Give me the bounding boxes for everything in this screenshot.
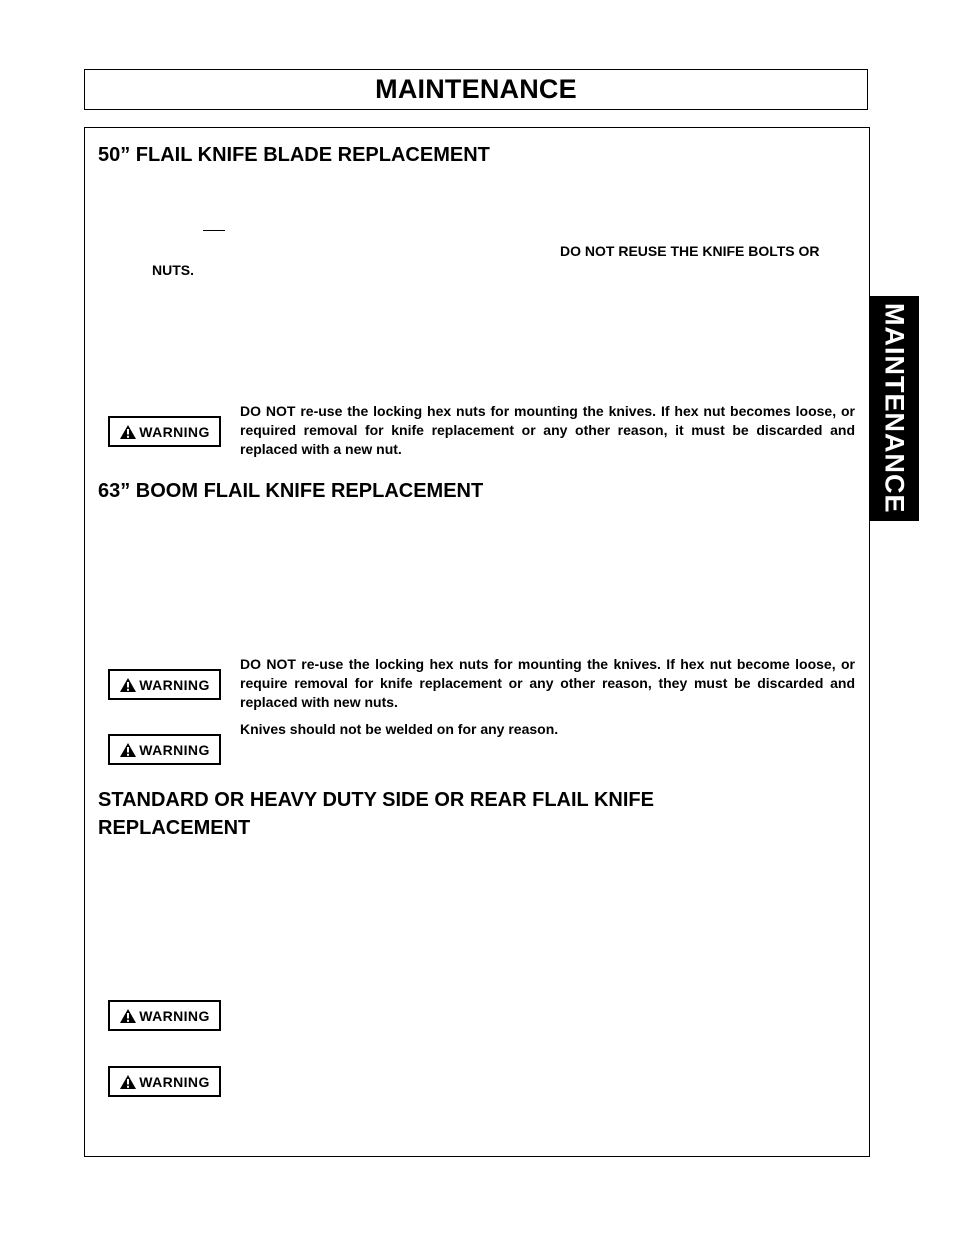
- header-box: [84, 69, 868, 110]
- warning-badge-label: WARNING: [139, 423, 210, 440]
- side-tab-label: MAINTENANCE: [879, 303, 910, 514]
- warning-triangle-icon: [119, 1074, 137, 1090]
- warning-badge: [108, 1000, 221, 1031]
- warning-badge: [108, 734, 221, 765]
- warning-triangle-icon: [119, 1008, 137, 1024]
- warning-triangle-icon: [119, 424, 137, 440]
- warning-badge-label: WARNING: [139, 1007, 210, 1024]
- warning-badge: [108, 1066, 221, 1097]
- section-heading-50-flail: 50” FLAIL KNIFE BLADE REPLACEMENT: [98, 144, 490, 166]
- underline-mark: [203, 230, 225, 231]
- warning-text: Knives should not be welded on for any reason.: [240, 721, 559, 737]
- bolt-reuse-note-continued: NUTS.: [152, 262, 194, 278]
- warning-badge-label: WARNING: [139, 741, 210, 758]
- warning-triangle-icon: [119, 742, 137, 758]
- section-heading-63-boom: 63” BOOM FLAIL KNIFE REPLACEMENT: [98, 480, 484, 502]
- warning-badge: [108, 416, 221, 447]
- section-heading-standard-flail: STANDARD OR HEAVY DUTY SIDE OR REAR FLAIL KNIFE: [98, 789, 654, 811]
- section-heading-standard-flail-continued: REPLACEMENT: [98, 817, 251, 839]
- warning-badge: [108, 669, 221, 700]
- warning-text: DO NOT re-use the locking hex nuts for mounting the knives. If hex nut becomes loose, or required removal for knife replacement or any other reason, it must be discarded and replaced with a new nut.: [240, 403, 855, 457]
- warning-triangle-icon: [119, 677, 137, 693]
- page-title: MAINTENANCE: [375, 74, 577, 104]
- bolt-reuse-note: DO NOT REUSE THE KNIFE BOLTS OR: [560, 243, 820, 259]
- warning-badge-label: WARNING: [139, 676, 210, 693]
- warning-badge-label: WARNING: [139, 1073, 210, 1090]
- side-tab: [869, 296, 919, 521]
- warning-text: DO NOT re-use the locking hex nuts for mounting the knives. If hex nut become loose, or require removal for knife replacement or any other reason, they must be discarded and replaced with new nuts.: [240, 656, 855, 710]
